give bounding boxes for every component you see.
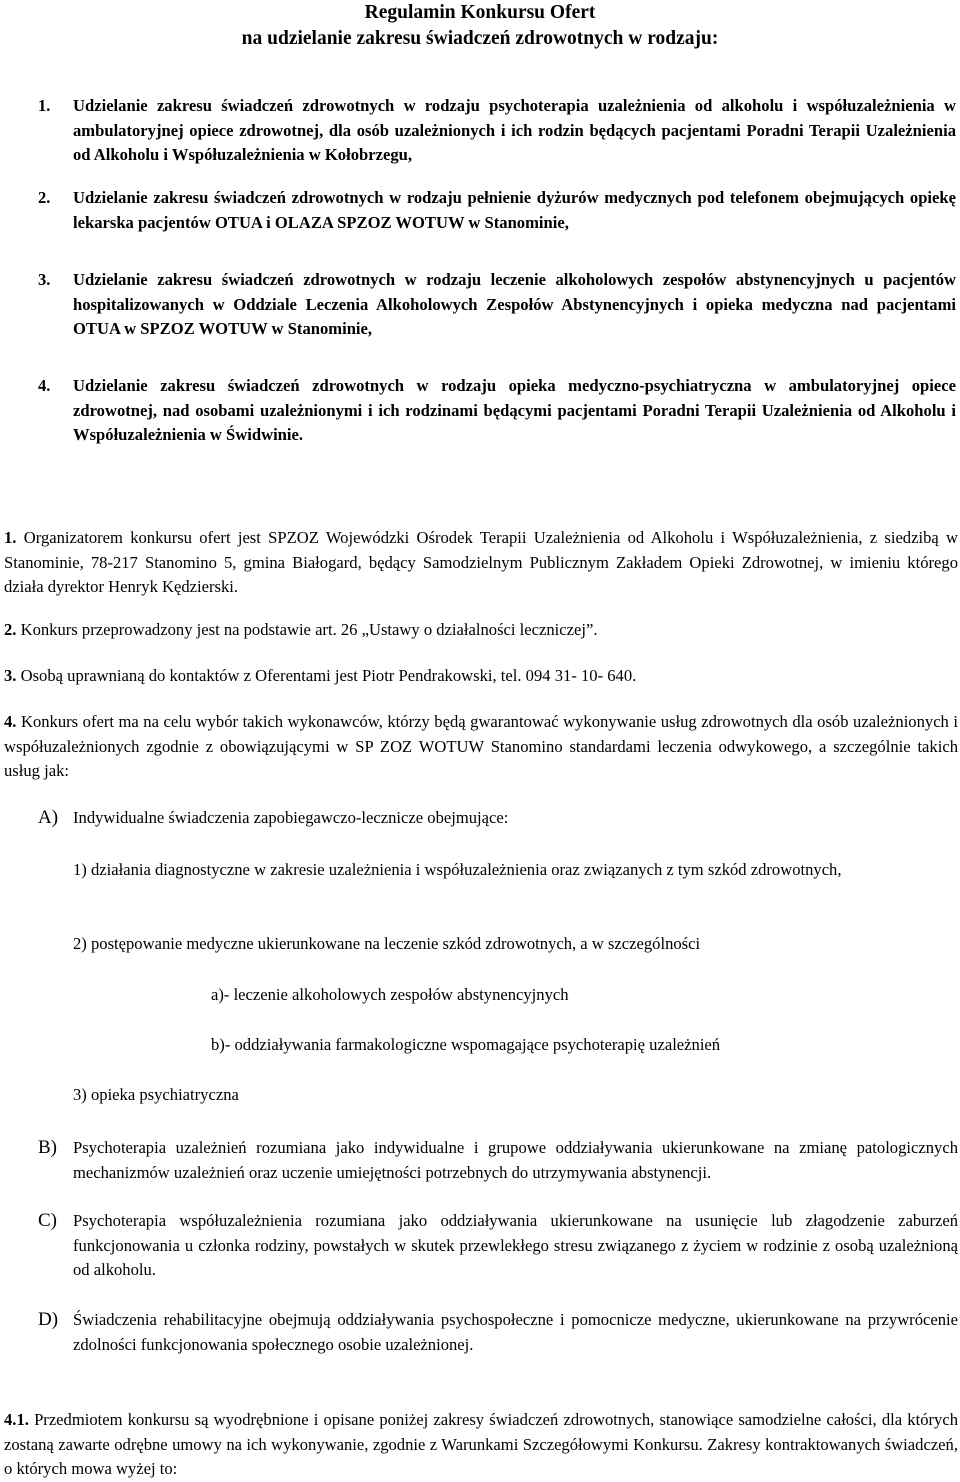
scope-item-2 xyxy=(38,186,956,235)
section-number: 1. xyxy=(4,528,17,547)
section-1 xyxy=(4,526,958,600)
section-text: Organizatorem konkursu ofert jest SPZOZ Wojewódzki Ośrodek Terapii Uzależnienia od Alkoholu i Współuzależnienia, z siedzibą w Stanominie, 78-217 Stanomino 5, gmina Białogard, będący Samodzielnym Publicznym Zakładem Opieki Zdrowotnej, w imieniu którego działa dyrektor Henryk Kędzierski. xyxy=(4,528,958,596)
sub-item-1: 1) działania diagnostyczne w zakresie uzależnienia i współuzależnienia oraz związanych z tym szkód zdrowotnych, xyxy=(73,860,842,879)
scope-text: Udzielanie zakresu świadczeń zdrowotnych w rodzaju leczenie alkoholowych zespołów abstynencyjnych u pacjentów hospitalizowanych w Oddziale Leczenia Alkoholowych Zespołów Abstynencyjnych i opieka medyczna nad pacjentami OTUA w SPZOZ WOTUW w Stanominie, xyxy=(73,270,956,338)
list-item-b-text: Psychoterapia uzależnień rozumiana jako indywidualne i grupowe oddziaływania ukierunkowane na zmianę patologicznych mechanizmów uzależnień oraz uczenie umiejętności potrzebnych do utrzymywania abstynencji. xyxy=(73,1138,958,1182)
scope-text: Udzielanie zakresu świadczeń zdrowotnych w rodzaju psychoterapia uzależnienia od alkoholu i współuzależnienia w ambulatoryjnej opiece zdrowotnej, dla osób uzależnionych i ich rodzin będących pacjentami Poradni Terapii Uzależnienia od Alkoholu i Współuzależnienia w Kołobrzegu, xyxy=(73,96,956,164)
scope-number: 2. xyxy=(38,188,51,207)
scope-item-4 xyxy=(38,374,956,448)
section-4 xyxy=(4,710,958,784)
list-item-c-text: Psychoterapia współuzależnienia rozumiana jako oddziaływania ukierunkowane na usunięcie lub złagodzenie zaburzeń funkcjonowania u członka rodziny, powstałych w skutek przewlekłego stresu związanego z życiem w rodzinie z osobą uzależnioną od alkoholu. xyxy=(73,1211,958,1279)
scope-item-1 xyxy=(38,94,956,168)
list-item-d-text: Świadczenia rehabilitacyjne obejmują oddziaływania psychospołeczne i pomocnicze medyczne, ukierunkowane na przywrócenie zdolności funkcjonowania społecznego osobie uzależnionej. xyxy=(73,1310,958,1354)
document-subtitle: na udzielanie zakresu świadczeń zdrowotnych w rodzaju: xyxy=(241,28,719,49)
scope-number: 3. xyxy=(38,270,51,289)
section-number: 2. xyxy=(4,620,17,639)
list-letter-a: A) xyxy=(38,807,59,828)
sub-item-2b: b)- oddziaływania farmakologiczne wspomagające psychoterapię uzależnień xyxy=(211,1035,721,1054)
scope-number: 1. xyxy=(38,96,51,115)
list-letter-b: B) xyxy=(38,1137,57,1158)
document-title: Regulamin Konkursu Ofert xyxy=(364,2,596,23)
list-letter-d: D) xyxy=(38,1309,59,1330)
section-number: 4.1. xyxy=(4,1410,29,1429)
sub-item-2: 2) postępowanie medyczne ukierunkowane na leczenie szkód zdrowotnych, a w szczególności xyxy=(73,934,701,953)
list-item-a-text: Indywidualne świadczenia zapobiegawczo-lecznicze obejmujące: xyxy=(73,808,509,827)
scope-text: Udzielanie zakresu świadczeń zdrowotnych w rodzaju opieka medyczno-psychiatryczna w ambulatoryjnej opiece zdrowotnej, nad osobami uzależnionymi i ich rodzinami będącymi pacjentami Poradni Terapii Uzależnienia od Alkoholu i Współuzależnienia w Świdwinie. xyxy=(73,376,956,444)
section-text: Konkurs ofert ma na celu wybór takich wykonawców, którzy będą gwarantować wykonywanie usług zdrowotnych dla osób uzależnionych i współuzależnionych zgodnie z obowiązującymi w SP ZOZ WOTUW Stanomino standardami leczenia odwykowego, a szczególnie takich usług jak: xyxy=(4,712,958,780)
scope-item-3 xyxy=(38,268,956,342)
section-text: Konkurs przeprowadzony jest na podstawie art. 26 „Ustawy o działalności leczniczej”. xyxy=(20,620,598,639)
section-text: Przedmiotem konkursu są wyodrębnione i opisane poniżej zakresy świadczeń zdrowotnych, stanowiące samodzielne całości, dla których zostaną zawarte odrębne umowy na ich wykonywanie, zgodnie z Warunkami Szczegółowymi Konkursu. Zakresy kontraktowanych świadczeń, o których mowa wyżej to: xyxy=(4,1410,958,1478)
list-letter-c: C) xyxy=(38,1210,57,1231)
scope-number: 4. xyxy=(38,376,51,395)
section-number: 4. xyxy=(4,712,17,731)
sub-item-3: 3) opieka psychiatryczna xyxy=(73,1085,239,1104)
section-2 xyxy=(4,618,958,643)
section-4-1 xyxy=(4,1408,958,1482)
section-text: Osobą uprawnianą do kontaktów z Oferentami jest Piotr Pendrakowski, tel. 094 31- 10- 640. xyxy=(20,666,637,685)
sub-item-2a: a)- leczenie alkoholowych zespołów abstynencyjnych xyxy=(211,985,569,1004)
section-3 xyxy=(4,664,958,689)
section-number: 3. xyxy=(4,666,17,685)
scope-text: Udzielanie zakresu świadczeń zdrowotnych w rodzaju pełnienie dyżurów medycznych pod telefonem obejmujących opiekę lekarska pacjentów OTUA i OLAZA SPZOZ WOTUW w Stanominie, xyxy=(73,188,956,232)
